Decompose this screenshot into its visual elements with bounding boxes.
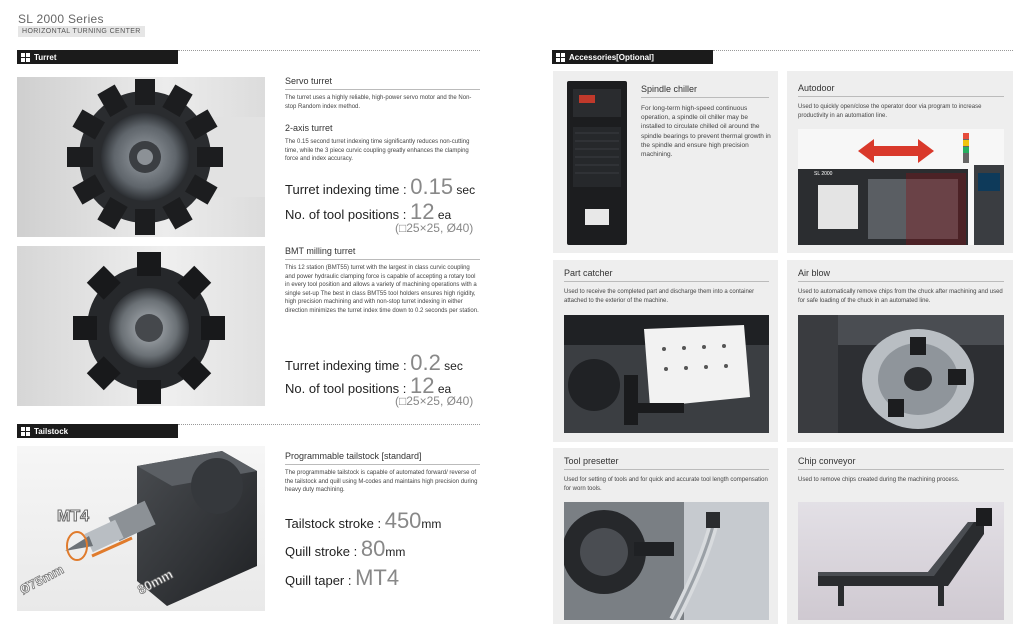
part-catcher-image (564, 315, 769, 433)
chip-conveyor-image (798, 502, 1004, 620)
accessory-desc: Used for setting of tools and for quick and accurate tool length compensation for worn tools. (564, 477, 768, 492)
accessory-desc: Used to automatically remove chips from the chuck after machining and used for safe loading of the chuck in an automated line. (798, 289, 1003, 304)
servo-turret-image (17, 77, 265, 237)
air-blow-image (798, 315, 1004, 433)
divider (798, 469, 1004, 470)
tailstock-title: Programmable tailstock [standard] (285, 451, 422, 461)
grid-icon (556, 53, 565, 62)
accessory-title: Part catcher (564, 268, 613, 278)
quill-taper-spec (285, 565, 399, 591)
spec-value: 450 (384, 508, 422, 533)
spec-unit: ea (434, 208, 452, 222)
mt4-label: MT4 (57, 508, 89, 525)
divider (285, 464, 480, 465)
axis2-turret-desc: The 0.15 second turret indexing time significantly reduces non-cutting time, while the 3 piece curvic coupling greatly enhances the clamping force and index accuracy. (285, 139, 470, 163)
spec-unit: sec (453, 183, 476, 197)
spec-value: 80 (360, 536, 386, 561)
accessory-card-autodoor (787, 71, 1013, 253)
accessories-section-label: Accessories[Optional] (569, 52, 654, 62)
accessory-desc: Used to remove chips created during the machining process. (798, 477, 960, 483)
accessory-title: Autodoor (798, 83, 835, 93)
tailstock-section-bar (17, 424, 178, 438)
divider (285, 89, 480, 90)
divider (178, 50, 480, 51)
spec-label: Turret indexing time : (285, 358, 411, 373)
autodoor-model-label: SL 2000 (814, 171, 833, 177)
spec-unit: ea (434, 382, 452, 396)
divider (798, 281, 1004, 282)
accessory-title: Chip conveyor (798, 456, 856, 466)
divider (564, 281, 769, 282)
tailstock-section-label: Tailstock (34, 426, 69, 436)
spindle-chiller-image (565, 79, 629, 247)
spec-label: Quill taper : (285, 573, 356, 588)
servo-turret-photo (17, 77, 265, 237)
turret-section-label: Turret (34, 52, 57, 62)
servo-turret-title: Servo turret (285, 76, 333, 86)
accessory-card-chip-conveyor (787, 448, 1013, 624)
spec-value: 0.15 (410, 174, 454, 199)
spec-value: 0.2 (410, 350, 441, 375)
spec-value: 12 (410, 199, 435, 224)
accessory-desc: Used to receive the completed part and discharge them into a container attached to the exterior of the machine. (564, 289, 755, 304)
stroke-label: 80mm (135, 566, 176, 598)
accessories-section-bar (552, 50, 713, 64)
tool-size-spec: (□25×25, Ø40) (395, 394, 474, 408)
tailstock-photo (17, 446, 265, 611)
tailstock-desc: The programmable tailstock is capable of automated forward/ reverse of the tailstock and quill using M-codes and maintains high precision during heavy duty machining. (285, 470, 478, 494)
tool-presetter-image (564, 502, 769, 620)
spec-label: Tailstock stroke : (285, 516, 385, 531)
turret-indexing-spec (285, 174, 475, 200)
bmt-turret-photo (17, 246, 265, 406)
spec-label: Quill stroke : (285, 544, 361, 559)
accessory-title: Tool presetter (564, 456, 619, 466)
accessory-card-part-catcher (553, 260, 778, 442)
accessory-card-spindle-chiller (553, 71, 778, 253)
bmt-turret-title: BMT milling turret (285, 246, 356, 256)
spec-label: No. of tool positions : (285, 381, 411, 396)
series-subtitle: HORIZONTAL TURNING CENTER (18, 26, 145, 37)
spec-value: 12 (410, 373, 435, 398)
accessory-desc: Used to quickly open/close the operator door via program to increase productivity in an automation line. (798, 104, 982, 119)
divider (713, 50, 1013, 51)
spec-label: Turret indexing time : (285, 182, 411, 197)
divider (798, 96, 1004, 97)
bmt-turret-desc: This 12 station (BMT55) turret with the largest in class curvic coupling and power hydraulic clamping force is capable of accepting a rotary tool in every tool position and allows a variety of machining operations with a single set-up The best in class BMT55 tool holders ensures high rigidity, high precision machining and with non-stop turret indexing in either direction minimizes the turret index time down to 0.2 seconds per station. (285, 265, 479, 314)
bmt-turret-image (17, 246, 265, 406)
series-title: SL 2000 Series (18, 12, 104, 26)
servo-turret-desc: The turret uses a highly reliable, high-power servo motor and the Non-stop Random index method. (285, 95, 472, 110)
divider (564, 469, 769, 470)
spec-unit: mm (421, 517, 442, 531)
autodoor-image (798, 129, 1004, 245)
accessory-card-air-blow (787, 260, 1013, 442)
spec-value: MT4 (355, 565, 400, 590)
spec-unit: mm (385, 545, 406, 559)
accessory-card-tool-presetter (553, 448, 778, 624)
axis2-turret-title: 2-axis turret (285, 123, 333, 133)
divider (641, 97, 769, 98)
divider (178, 424, 480, 425)
quill-stroke-spec (285, 536, 405, 562)
tailstock-stroke-spec (285, 508, 441, 534)
turret-section-bar (17, 50, 178, 64)
accessory-title: Spindle chiller (641, 84, 698, 94)
accessory-desc: For long-term high-speed continuous operation, a spindle oil chiller may be installed to circulate chilled oil around the spindle bearings to prevent thermal growth in the spindle and ensure high precision machining. (641, 105, 771, 159)
spec-label: No. of tool positions : (285, 207, 411, 222)
divider (285, 259, 480, 260)
grid-icon (21, 427, 30, 436)
spec-unit: sec (440, 359, 463, 373)
tool-size-spec: (□25×25, Ø40) (395, 221, 474, 235)
diameter-label: Ø75mm (17, 561, 67, 598)
accessory-title: Air blow (798, 268, 831, 278)
grid-icon (21, 53, 30, 62)
